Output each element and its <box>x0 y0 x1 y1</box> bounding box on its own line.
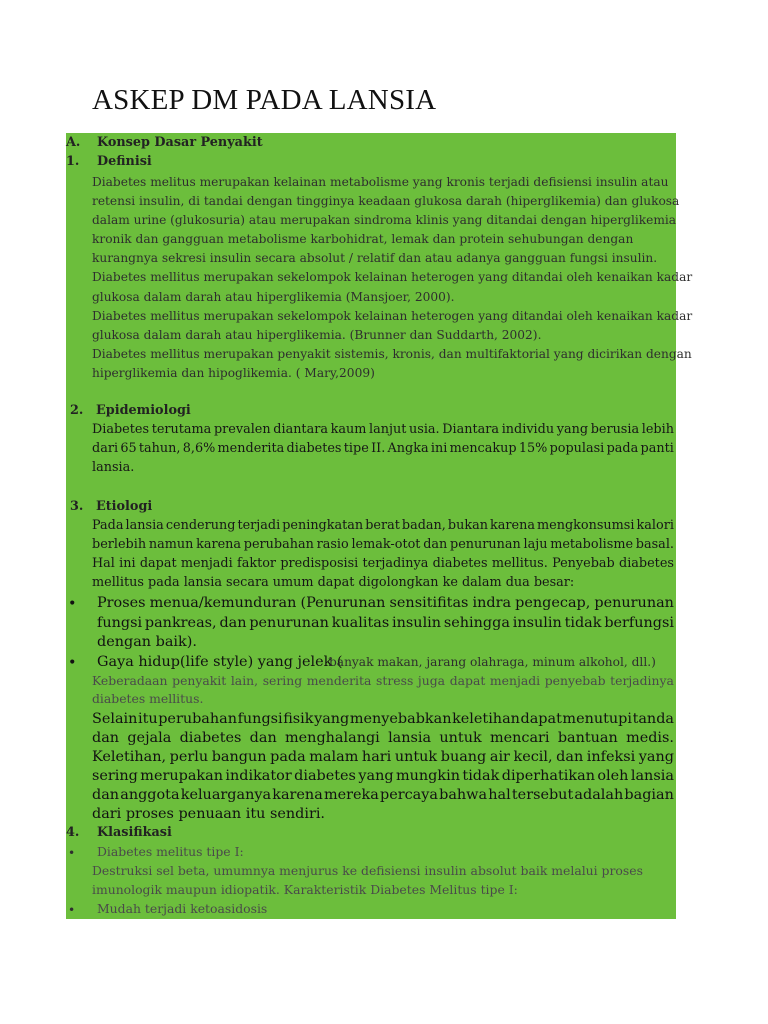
definisi-line: glukosa dalam darah atau hiperglikemia (Mansjoer, 2000). <box>92 290 455 304</box>
etiologi-note-line: diabetes mellitus. <box>92 691 204 706</box>
section-3-marker: 3. <box>70 499 84 514</box>
etiologi-paragraph-line: sering merupakan indikator diabetes yang mungkin tidak diperhatikan oleh lansia <box>92 768 674 784</box>
klasifikasi-line: Destruksi sel beta, umumnya menjurus ke defisiensi insulin absolut baik melalui proses <box>92 863 643 878</box>
definisi-line: glukosa dalam darah atau hiperglikemia. (Brunner dan Suddarth, 2002). <box>92 328 542 342</box>
etiologi-bullet-line: dengan baik). <box>97 634 197 650</box>
etiologi-paragraph-line: Keletihan, perlu bangun pada malam hari untuk buang air kecil, dan infeksi yang <box>92 749 674 765</box>
section-3-title: Etiologi <box>96 499 153 514</box>
document-title: ASKEP DM PADA LANSIA <box>92 84 437 116</box>
definisi-line: Diabetes melitus merupakan kelainan metabolisme yang kronis terjadi defisiensi insulin atau <box>92 175 669 189</box>
section-1-marker: 1. <box>66 154 80 169</box>
etiologi-note-line: Keberadaan penyakit lain, sering menderita stress juga dapat menjadi penyebab terjadinya <box>92 673 674 688</box>
section-1-title: Definisi <box>97 154 152 169</box>
epidemiologi-line: dari 65 tahun, 8,6% menderita diabetes tipe II. Angka ini mencakup 15% populasi pada panti <box>92 441 674 456</box>
section-a-title: Konsep Dasar Penyakit <box>97 135 263 150</box>
section-2-title: Epidemiologi <box>96 403 191 418</box>
etiologi-line: Pada lansia cenderung terjadi peningkatan berat badan, bukan karena mengkonsumsi kalori <box>92 518 674 533</box>
klasifikasi-bullet-2: Mudah terjadi ketoasidosis <box>97 901 268 916</box>
definisi-line: Diabetes mellitus merupakan sekelompok kelainan heterogen yang ditandai oleh kenaikan kadar <box>92 309 693 323</box>
definisi-line: Diabetes mellitus merupakan sekelompok kelainan heterogen yang ditandai oleh kenaikan kadar <box>92 270 693 284</box>
definisi-line: dalam urine (glukosuria) atau merupakan sindroma klinis yang ditandai dengan hiperglikemia <box>92 213 677 227</box>
bullet-icon: • <box>68 846 76 860</box>
etiologi-bullet-2-main: Gaya hidup(life style) yang jelek ( <box>97 654 343 670</box>
section-2-marker: 2. <box>70 403 84 418</box>
definisi-line: kurangnya sekresi insulin secara absolut / relatif dan atau adanya gangguan fungsi insulin. <box>92 251 658 265</box>
section-4-title: Klasifikasi <box>97 825 172 840</box>
definisi-line: hiperglikemia dan hipoglikemia. ( Mary,2009) <box>92 366 375 380</box>
klasifikasi-bullet-1: Diabetes melitus tipe I: <box>97 844 244 859</box>
bullet-icon: • <box>68 596 77 612</box>
etiologi-bullet-line: fungsi pankreas, dan penurunan kualitas insulin sehingga insulin tidak berfungsi <box>97 615 674 631</box>
klasifikasi-line: imunologik maupun idiopatik. Karakteristik Diabetes Melitus tipe I: <box>92 882 518 897</box>
etiologi-paragraph-line: dari proses penuaan itu sendiri. <box>92 806 325 822</box>
epidemiologi-line: lansia. <box>92 460 135 475</box>
definisi-line: kronik dan gangguan metabolisme karbohidrat, lemak dan protein sehubungan dengan <box>92 232 634 246</box>
bullet-icon: • <box>68 903 76 917</box>
etiologi-line: Hal ini dapat menjadi faktor predisposisi terjadinya diabetes mellitus. Penyebab diabetes <box>92 556 674 571</box>
section-4-marker: 4. <box>66 825 80 840</box>
definisi-line: retensi insulin, di tandai dengan tingginya keadaan glukosa darah (hiperglikemia) dan glukosa <box>92 194 680 208</box>
etiologi-paragraph-line: dan gejala diabetes dan menghalangi lansia untuk mencari bantuan medis. <box>92 730 674 746</box>
etiologi-bullet-2-rest: banyak makan, jarang olahraga, minum alkohol, dll.) <box>329 655 656 669</box>
bullet-icon: • <box>68 655 77 671</box>
etiologi-bullet-line: Proses menua/kemunduran (Penurunan sensitifitas indra pengecap, penurunan <box>97 595 674 611</box>
definisi-line: Diabetes mellitus merupakan penyakit sistemis, kronis, dan multifaktorial yang dicirikan dengan <box>92 347 692 361</box>
epidemiologi-line: Diabetes terutama prevalen diantara kaum lanjut usia. Diantara individu yang berusia lebih <box>92 422 674 437</box>
etiologi-paragraph-line: dan anggota keluarganya karena mereka percaya bahwa hal tersebut adalah bagian <box>92 787 674 803</box>
etiologi-line: mellitus pada lansia secara umum dapat digolongkan ke dalam dua besar: <box>92 575 575 590</box>
etiologi-line: berlebih namun karena perubahan rasio lemak-otot dan penurunan laju metabolisme basal. <box>92 537 674 552</box>
section-a-marker: A. <box>66 135 81 150</box>
etiologi-paragraph-line: Selain itu perubahan fungsi fisik yang menyebabkan keletihan dapat menutupi tanda <box>92 711 674 727</box>
